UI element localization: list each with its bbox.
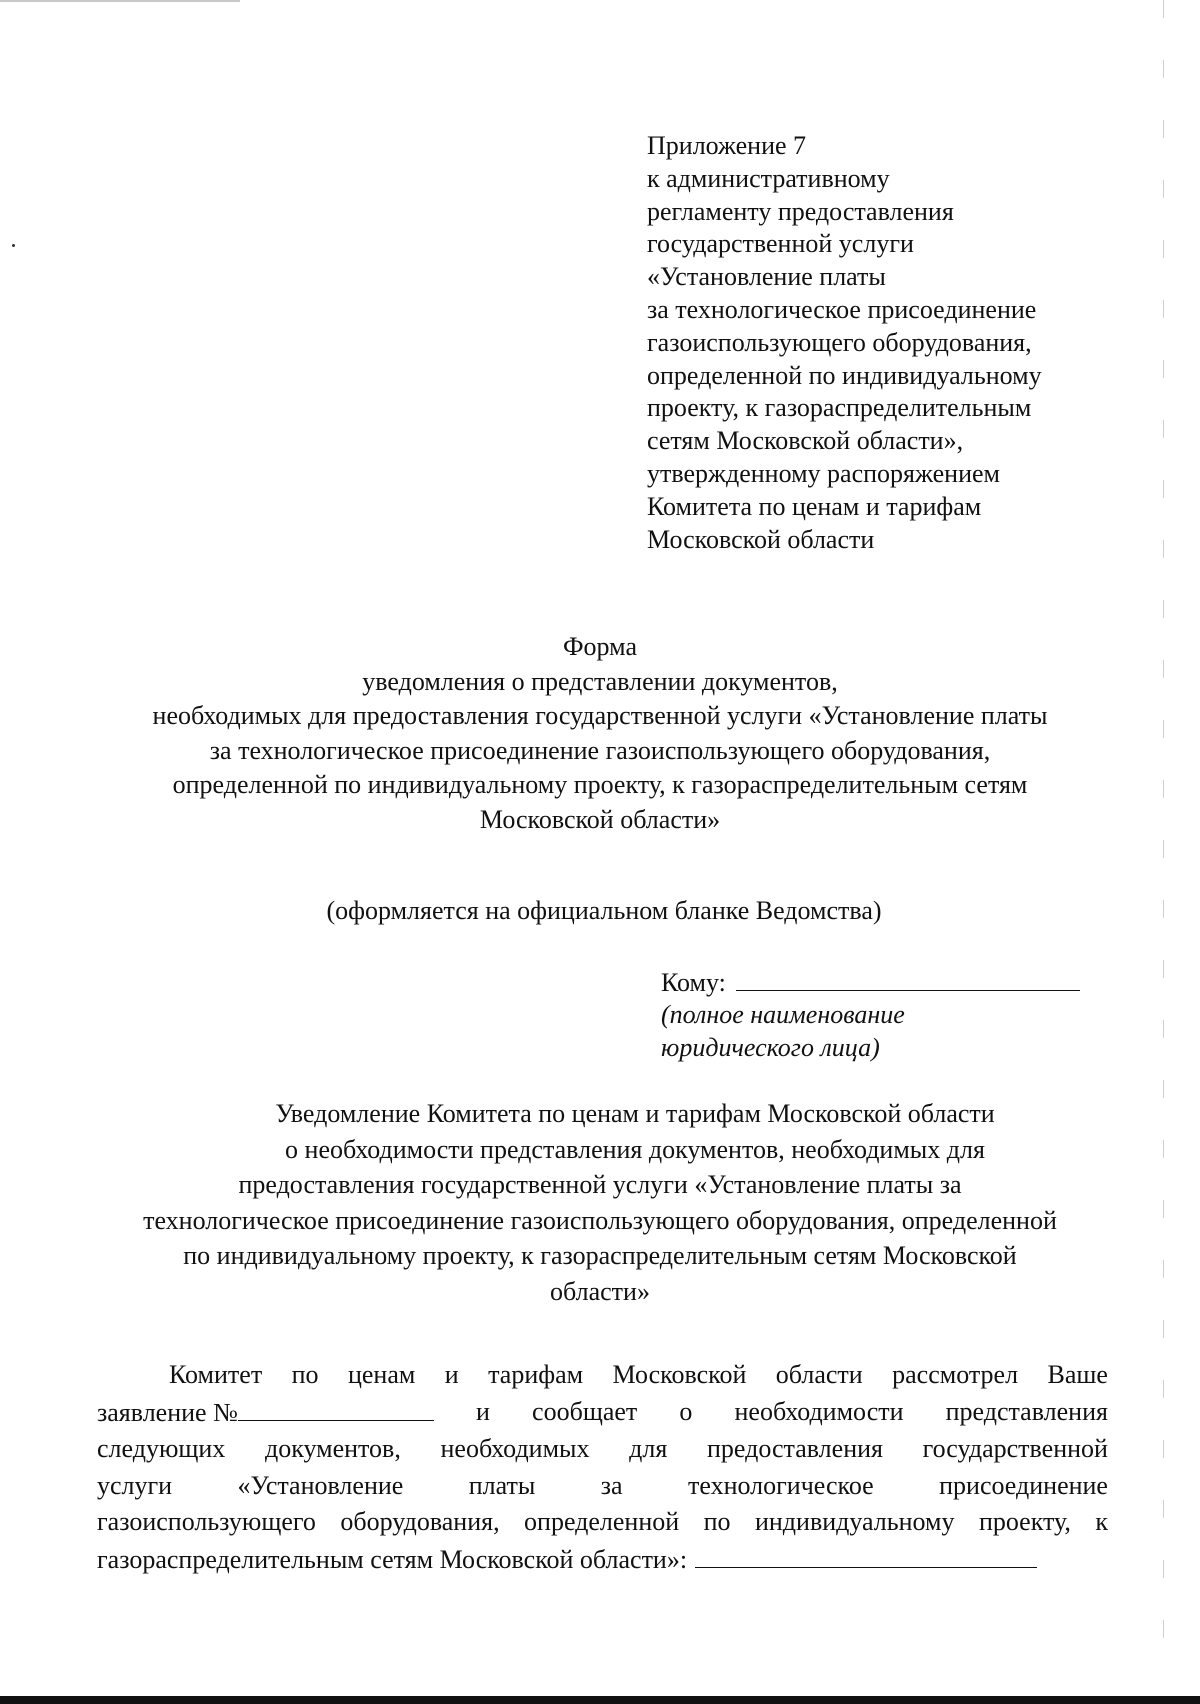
application-number-label: заявление № (97, 1397, 238, 1427)
appendix-line: определенной по индивидуальному (647, 360, 1042, 390)
body-word: документов, (264, 1434, 401, 1463)
body-word: услуги (97, 1470, 173, 1500)
notice-title-line: по индивидуальному проекту, к газораспределительным сетям Московской (183, 1241, 1017, 1270)
recipient-label: Кому: (661, 968, 726, 997)
body-word: государственной (922, 1434, 1108, 1463)
body-word: о (679, 1396, 693, 1426)
body-word: рассмотрел (892, 1360, 1019, 1389)
body-word: сообщает (532, 1396, 638, 1426)
appendix-line: «Установление платы (647, 262, 886, 292)
notice-title (60, 1096, 1140, 1309)
body-word: ценам (347, 1360, 416, 1389)
appendix-line: к административному (647, 163, 890, 193)
notice-title-line: Уведомление Комитета по ценам и тарифам Московской области (275, 1099, 995, 1128)
body-line-3 (97, 1431, 1108, 1468)
body-line-1 (97, 1357, 1108, 1394)
appendix-line: Комитета по ценам и тарифам (647, 491, 982, 521)
body-word: по (703, 1507, 731, 1536)
body-word: предоставления (707, 1434, 883, 1463)
body-word: необходимости (734, 1396, 904, 1426)
form-title-line: необходимых для предоставления государственной услуги «Установление платы (152, 701, 1048, 730)
body-word: определенной (524, 1507, 680, 1536)
body-word: оборудования, (340, 1507, 500, 1536)
appendix-header (647, 130, 1107, 556)
appendix-line: Московской области (647, 524, 875, 554)
appendix-line: за технологическое присоединение (647, 294, 1037, 324)
body-line-text: газораспределительным сетям Московской области»: (97, 1544, 688, 1574)
body-word: газоиспользующего (97, 1507, 316, 1536)
form-title-line: Форма (563, 632, 637, 661)
body-line-6 (97, 1541, 1108, 1579)
body-word: «Установление (237, 1470, 404, 1500)
scan-artifact-bottom (0, 1696, 1200, 1704)
body-word: и (476, 1396, 490, 1426)
notice-title-line: области» (550, 1276, 650, 1306)
appendix-line: сетям Московской области», (647, 426, 964, 456)
body-phrase (97, 1394, 434, 1432)
official-blank-note: (оформляется на официальном бланке Ведомства) (326, 896, 882, 925)
body-word: представления (945, 1396, 1108, 1426)
body-word: платы (468, 1470, 536, 1500)
form-title-line: Московской области» (479, 804, 721, 834)
body-word: необходимых (440, 1434, 590, 1463)
body-word: области (775, 1360, 863, 1389)
body-word: Ваше (1047, 1360, 1108, 1389)
body-word: тарифам (488, 1360, 584, 1389)
notice-title-line: предоставления государственной услуги «Установление платы за (238, 1170, 962, 1199)
documents-list-blank-field[interactable] (695, 1541, 1037, 1568)
application-number-blank-field[interactable] (238, 1394, 434, 1421)
body-word: к (1095, 1507, 1108, 1536)
body-line-5 (97, 1504, 1108, 1541)
body-paragraph (97, 1357, 1108, 1578)
appendix-line: регламенту предоставления (647, 196, 954, 226)
body-word: следующих (97, 1434, 226, 1463)
notice-title-line: технологическое присоединение газоиспользующего оборудования, определенной (143, 1205, 1057, 1235)
body-word: Московской (612, 1360, 747, 1389)
body-word: технологическое (688, 1470, 874, 1500)
appendix-line: государственной услуги (647, 229, 914, 259)
form-title-line: за технологическое присоединение газоиспользующего оборудования, (209, 735, 991, 765)
recipient-line (661, 964, 1111, 998)
body-line-4 (97, 1468, 1108, 1505)
body-word: для (629, 1434, 668, 1463)
appendix-line: Приложение 7 (647, 131, 807, 160)
body-word: индивидуальному (754, 1507, 955, 1536)
recipient-hint: юридического лица) (661, 1033, 880, 1062)
body-word: проекту, (978, 1507, 1071, 1536)
recipient-block (661, 964, 1111, 1064)
body-word: и (444, 1360, 459, 1389)
scan-artifact-right (1163, 0, 1164, 1650)
appendix-line: утвержденному распоряжением (647, 458, 1000, 488)
appendix-line: проекту, к газораспределительным (647, 393, 1032, 423)
body-word: присоединение (939, 1470, 1108, 1500)
form-title (60, 630, 1140, 837)
body-line-2 (97, 1394, 1108, 1432)
notice-title-line: о необходимости представления документов, необходимых для (285, 1134, 985, 1164)
form-title-line: определенной по индивидуальному проекту, к газораспределительным сетям (172, 770, 1028, 799)
scan-artifact-top (0, 0, 240, 2)
recipient-hint: (полное наименование (661, 1000, 905, 1029)
form-title-line: уведомления о представлении документов, (362, 666, 838, 696)
body-word: по (291, 1360, 319, 1389)
appendix-line: газоиспользующего оборудования, (647, 327, 1032, 357)
recipient-blank-field[interactable] (736, 964, 1080, 991)
body-word: Комитет (169, 1360, 263, 1389)
scan-artifact-dot (12, 244, 15, 247)
body-word: за (600, 1470, 623, 1500)
